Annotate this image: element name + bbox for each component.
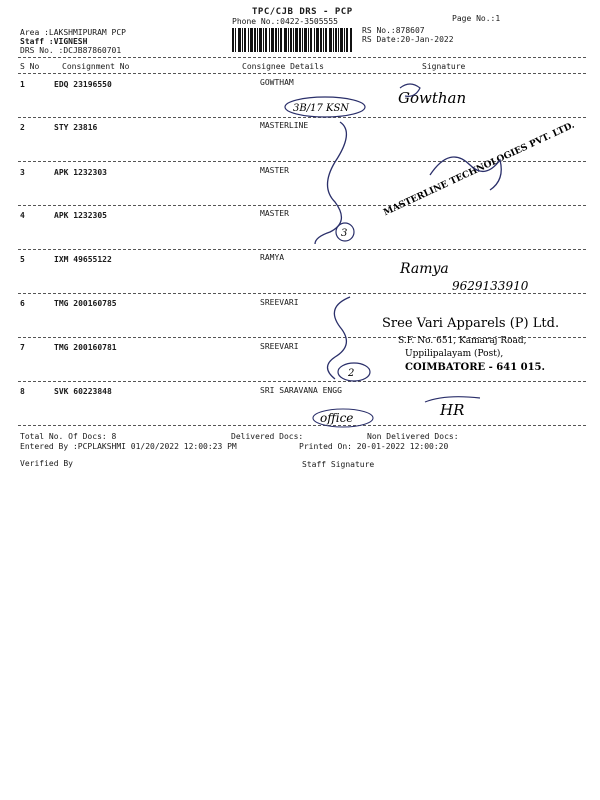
non-delivered-docs: Non Delivered Docs: <box>367 432 459 441</box>
row-consignment: IXM 49655122 <box>54 255 112 264</box>
masterline-count: 3 <box>341 228 348 239</box>
staff-signature: Staff Signature <box>302 460 375 469</box>
hr-note: HR <box>440 401 465 419</box>
row-consignment: TMG 200160785 <box>54 299 117 308</box>
row-consignee: SRI SARAVANA ENGG <box>260 386 342 395</box>
svg-text:Uppilipalayam (Post),: Uppilipalayam (Post), <box>405 349 504 359</box>
office-note: office <box>320 411 354 425</box>
ramya-signature: Ramya <box>400 261 449 277</box>
gowtham-signature: Gowthan <box>398 89 467 107</box>
sreevari-count: 2 <box>348 368 355 379</box>
column-header-consignee: Consignee Details <box>242 62 324 71</box>
svg-text:S.F. No. 651, Kamaraj Road,: S.F. No. 651, Kamaraj Road, <box>398 336 527 346</box>
phone-number: Phone No.:0422-3505555 <box>232 17 338 26</box>
row-consignee: MASTER <box>260 166 289 175</box>
total-docs: Total No. Of Docs: 8 <box>20 432 117 441</box>
row-consignee: SREEVARI <box>260 298 299 307</box>
delivered-docs: Delivered Docs: <box>231 432 304 441</box>
row-consignment: APK 1232303 <box>54 168 107 177</box>
staff-label: Staff :VIGNESH <box>20 37 88 46</box>
svg-text:MASTERLINE TECHNOLOGIES PVT. L: MASTERLINE TECHNOLOGIES PVT. LTD. <box>382 120 577 219</box>
rs-date: RS Date:20-Jan-2022 <box>362 35 454 44</box>
masterline-brace <box>315 122 346 244</box>
row-consignment: EDQ 23196550 <box>54 80 112 89</box>
column-header-signature: Signature <box>422 62 466 71</box>
row-sno: 7 <box>20 343 25 352</box>
printed-on: Printed On: 20-01-2022 12:00:20 <box>299 442 449 451</box>
row-sno: 8 <box>20 387 25 396</box>
entered-by: Entered By :PCPLAKSHMI 01/20/2022 12:00:23 PM <box>20 442 237 451</box>
ksn-note: 3B/17 KSN <box>293 103 350 114</box>
row-sno: 1 <box>20 80 25 89</box>
row-consignee: GOWTHAM <box>260 78 294 87</box>
column-header-sno: S No <box>20 62 40 71</box>
sreevari-brace <box>328 297 351 379</box>
page-number: Page No.:1 <box>452 14 501 23</box>
verified-by: Verified By <box>20 459 73 468</box>
row-consignment: STY 23816 <box>54 123 98 132</box>
sreevari-stamp <box>382 316 559 373</box>
row-consignee: MASTER <box>260 209 289 218</box>
masterline-stamp <box>382 121 576 219</box>
row-sno: 5 <box>20 255 25 264</box>
svg-text:Sree Vari Apparels (P) Ltd.: Sree Vari Apparels (P) Ltd. <box>382 316 560 331</box>
row-sno: 6 <box>20 299 25 308</box>
row-consignment: SVK 60223848 <box>54 387 112 396</box>
row-sno: 2 <box>20 123 25 132</box>
document-title: TPC/CJB DRS - PCP <box>252 7 353 17</box>
row-consignee: MASTERLINE <box>260 121 309 130</box>
row-consignment: APK 1232305 <box>54 211 107 220</box>
drs-number: DRS No. :DCJB87860701 <box>20 46 122 55</box>
column-header-consignment: Consignment No <box>62 62 130 71</box>
rs-number: RS No.:878607 <box>362 26 425 35</box>
area-label: Area :LAKSHMIPURAM PCP <box>20 28 126 37</box>
row-sno: 3 <box>20 168 25 177</box>
ramya-phone: 9629133910 <box>452 279 529 293</box>
row-consignee: SREEVARI <box>260 342 299 351</box>
row-consignee: RAMYA <box>260 253 285 262</box>
row-sno: 4 <box>20 211 25 220</box>
svg-text:COIMBATORE - 641 015.: COIMBATORE - 641 015. <box>405 362 545 373</box>
row-consignment: TMG 200160781 <box>54 343 117 352</box>
